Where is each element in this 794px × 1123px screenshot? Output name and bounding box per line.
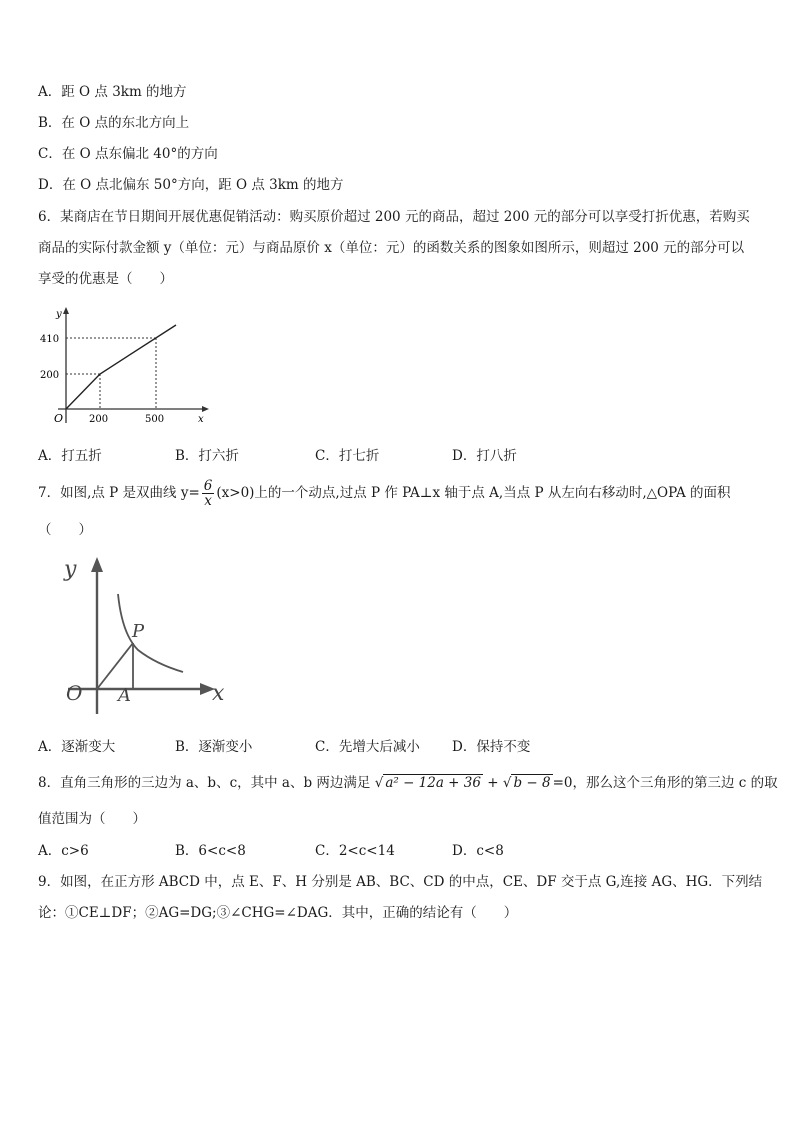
q7-y-arrow [91,557,103,572]
q6-price-graph [36,305,216,427]
q6-text-line2: 商品的实际付款金额 y（单位：元）与商品原价 x（单位：元）的函数关系的图象如图所示，则超过 200 元的部分可以 [38,240,745,256]
q6-x-arrow [202,406,209,412]
q7-hyperbola-graph [58,552,238,722]
q8-text-line2: 值范围为（ ） [38,811,146,827]
q6-x-tick-200: 200 [89,414,109,425]
q6-text-line1: 6．某商店在节日期间开展优惠促销活动：购买原价超过 200 元的商品，超过 200 元的部分可以享受打折优惠，若购买 [38,209,750,225]
q6-text-line3: 享受的优惠是（ ） [38,271,173,287]
q8-option-d[interactable]: D．c<8 [452,843,504,859]
q6-options [38,447,738,465]
q7-options [38,738,738,756]
q7-segment-op [97,643,133,689]
q9-text-line2: 论：①CE⊥DF；②AG=DG;③∠CHG=∠DAG．其中，正确的结论有（ ） [38,905,518,921]
q8-sqrt-1: a² − 12a + 36 [385,775,481,791]
q8-sqrt-2: b − 8 [513,775,551,791]
q7-text-line1 [38,478,731,508]
q7-p-label: P [132,621,145,642]
q7-option-c[interactable]: C．先增大后减小 [315,739,420,755]
q7-a-label: A [118,685,131,706]
q7-suffix: (x>0)上的一个动点,过点 P 作 PA⊥x 轴于点 A,当点 P 从左向右移动时,△OPA 的面积 [216,485,731,501]
q6-y-tick-200: 200 [40,370,60,381]
q6-y-label: y [56,309,62,320]
q7-frac-denominator: x [204,493,212,509]
q8-options [38,842,738,860]
q6-x-tick-500: 500 [145,414,165,425]
radical-icon: √ [374,775,384,791]
q9-text-line1: 9．如图，在正方形 ABCD 中，点 E、F、H 分别是 AB、BC、CD 的中点，CE、DF 交于点 G,连接 AG、HG．下列结 [38,874,763,890]
q7-prefix: 7．如图,点 P 是双曲线 y= [38,485,200,501]
q8-plus: + [487,775,499,791]
q8-option-b[interactable]: B．6<c<8 [175,843,246,859]
q8-text-line1 [38,772,778,794]
q7-option-d[interactable]: D．保持不变 [452,739,531,755]
q8-equation-tail: =0，那么这个三角形的第三边 c 的取 [552,775,778,791]
q7-option-b[interactable]: B．逐渐变小 [175,739,253,755]
q5-option-c: C．在 O 点东偏北 40°的方向 [38,146,218,162]
q7-y-label: y [64,557,77,582]
q6-y-arrow [63,307,69,314]
q8-prefix: 8．直角三角形的三边为 a、b、c，其中 a、b 两边满足 [38,775,371,791]
q5-option-a: A．距 O 点 3km 的地方 [38,84,187,100]
q6-origin-label: O [54,412,64,425]
q5-option-d: D．在 O 点北偏东 50°方向，距 O 点 3km 的地方 [38,177,344,193]
q7-fraction [202,479,215,508]
q6-option-c[interactable]: C．打七折 [315,448,380,464]
q6-option-a[interactable]: A．打五折 [38,448,102,464]
q7-paren: （ ） [38,522,92,538]
q7-option-a[interactable]: A．逐渐变大 [38,739,116,755]
q7-x-label: x [212,681,225,706]
q5-option-b: B．在 O 点的东北方向上 [38,115,190,131]
q6-y-tick-410: 410 [40,334,60,345]
q8-option-c[interactable]: C．2<c<14 [315,843,395,859]
q8-option-a[interactable]: A．c>6 [38,843,89,859]
q6-option-d[interactable]: D．打八折 [452,448,517,464]
q6-x-label: x [198,414,204,425]
q6-option-b[interactable]: B．打六折 [175,448,239,464]
q7-hyperbola-curve [118,594,183,672]
q7-frac-numerator: 6 [203,478,213,494]
q7-o-label: O [66,681,83,705]
radical-icon: √ [502,775,512,791]
